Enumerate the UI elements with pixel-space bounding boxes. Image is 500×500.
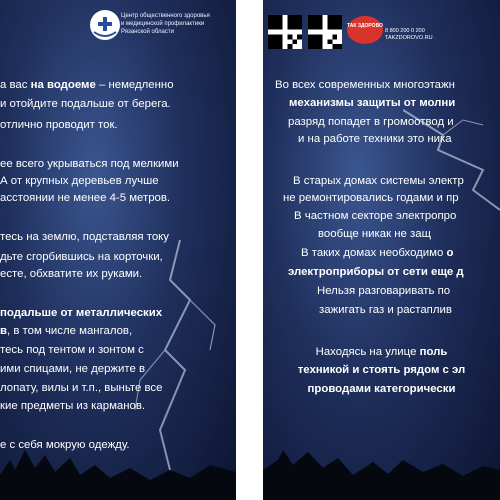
body-line <box>263 344 500 361</box>
body-line <box>0 323 132 340</box>
body-line <box>293 173 464 190</box>
body-line-text: В старых домах системы электр <box>293 175 464 187</box>
body-line <box>283 190 459 207</box>
body-line-text: отлично проводит ток. <box>0 119 118 131</box>
body-line <box>0 77 174 94</box>
brand-badge: ТАК ЗДОРОВО <box>347 16 383 44</box>
body-line-text: вообще никак не защ <box>318 228 431 240</box>
body-line <box>0 342 144 359</box>
body-line-text: В таких домах необходимо <box>301 247 447 259</box>
body-line-text: разряд попадет в громоотвод и <box>288 116 454 128</box>
body-line-text: ее всего укрываться под мелкими <box>0 158 179 170</box>
contact-phone: 8 800 200 0 200 <box>385 28 425 34</box>
body-line-bold: техникой и стоять рядом с эл <box>297 364 466 376</box>
body-line <box>275 77 455 94</box>
body-line-text: Находясь на улице <box>315 346 420 358</box>
body-line <box>0 305 162 322</box>
body-line <box>288 114 454 131</box>
body-line-text: В частном секторе электропро <box>294 210 457 222</box>
body-line-bold: поль <box>419 346 448 358</box>
contact-site: TAKZDOROVO.RU <box>385 35 433 41</box>
contact-info <box>385 28 433 42</box>
body-line <box>0 380 162 397</box>
body-line-bold: в <box>0 325 8 337</box>
body-line <box>0 156 179 173</box>
body-line-bold: проводами категорически <box>307 383 456 395</box>
body-line-text: тесь под тентом и зонтом с <box>0 344 144 356</box>
body-line <box>318 226 431 243</box>
body-line <box>319 302 452 319</box>
body-line-text: дьте сгорбившись на корточки, <box>0 251 163 263</box>
body-line <box>0 190 170 207</box>
body-line <box>289 95 455 112</box>
body-line <box>0 437 130 454</box>
body-line-text: и отойдите подальше от берега. <box>0 98 171 110</box>
body-line-text: , в том числе мангалов, <box>7 325 133 337</box>
health-center-logo <box>88 8 122 42</box>
qr-code-icon <box>308 15 342 49</box>
body-line <box>0 117 118 134</box>
qr-code-icon <box>268 15 302 49</box>
body-line-text: Нельзя разговаривать по <box>317 285 451 297</box>
body-line-text: а вас <box>0 79 31 91</box>
body-line-bold: на водоеме <box>30 79 96 91</box>
body-line-text: – немедленно <box>95 79 174 91</box>
body-line <box>317 283 450 300</box>
body-line <box>263 362 500 379</box>
body-line-bold: подальше от металлических <box>0 307 163 319</box>
body-line-text: зажигать газ и растаплив <box>319 304 452 316</box>
body-line <box>0 96 171 113</box>
body-line-bold: о <box>446 247 454 259</box>
tree-silhouette <box>263 380 500 500</box>
org-name-line: и медицинской профилактики <box>121 21 205 27</box>
body-line-text: тесь на землю, подставляя току <box>0 231 169 243</box>
body-line-text: асстоянии не менее 4-5 метров. <box>0 192 171 204</box>
body-line <box>0 266 142 283</box>
body-line-text: не ремонтировались годами и пр <box>283 192 459 204</box>
body-line-text: А от крупных деревьев лучше <box>0 175 159 187</box>
body-line <box>301 245 453 262</box>
body-line-text: и на работе техники это ника <box>298 133 452 145</box>
body-line <box>0 229 169 246</box>
body-line <box>263 381 500 398</box>
body-line <box>0 361 145 378</box>
body-line <box>0 249 163 266</box>
body-line <box>298 131 452 148</box>
body-line <box>288 264 464 281</box>
body-line-text: е с себя мокрую одежду. <box>0 439 130 451</box>
org-name <box>121 12 236 36</box>
org-name-line: Рязанской области <box>121 29 174 35</box>
body-line-bold: механизмы защиты от молни <box>289 97 456 109</box>
body-line <box>0 398 145 415</box>
body-line-text: есте, обхватите их руками. <box>0 268 143 280</box>
body-line-text: ими спицами, не держите в <box>0 363 146 375</box>
right-page <box>263 0 500 500</box>
org-name-line: Центр общественного здоровья <box>121 13 210 19</box>
body-line-bold: электроприборы от сети еще д <box>288 266 464 278</box>
body-line <box>0 173 159 190</box>
left-page <box>0 0 236 500</box>
body-line-text: лопату, вилы и т.п., выньте все <box>0 382 163 394</box>
body-line-text: Во всех современных многоэтажн <box>275 79 455 91</box>
body-line-text: кие предметы из карманов. <box>0 400 146 412</box>
body-line <box>294 208 456 225</box>
